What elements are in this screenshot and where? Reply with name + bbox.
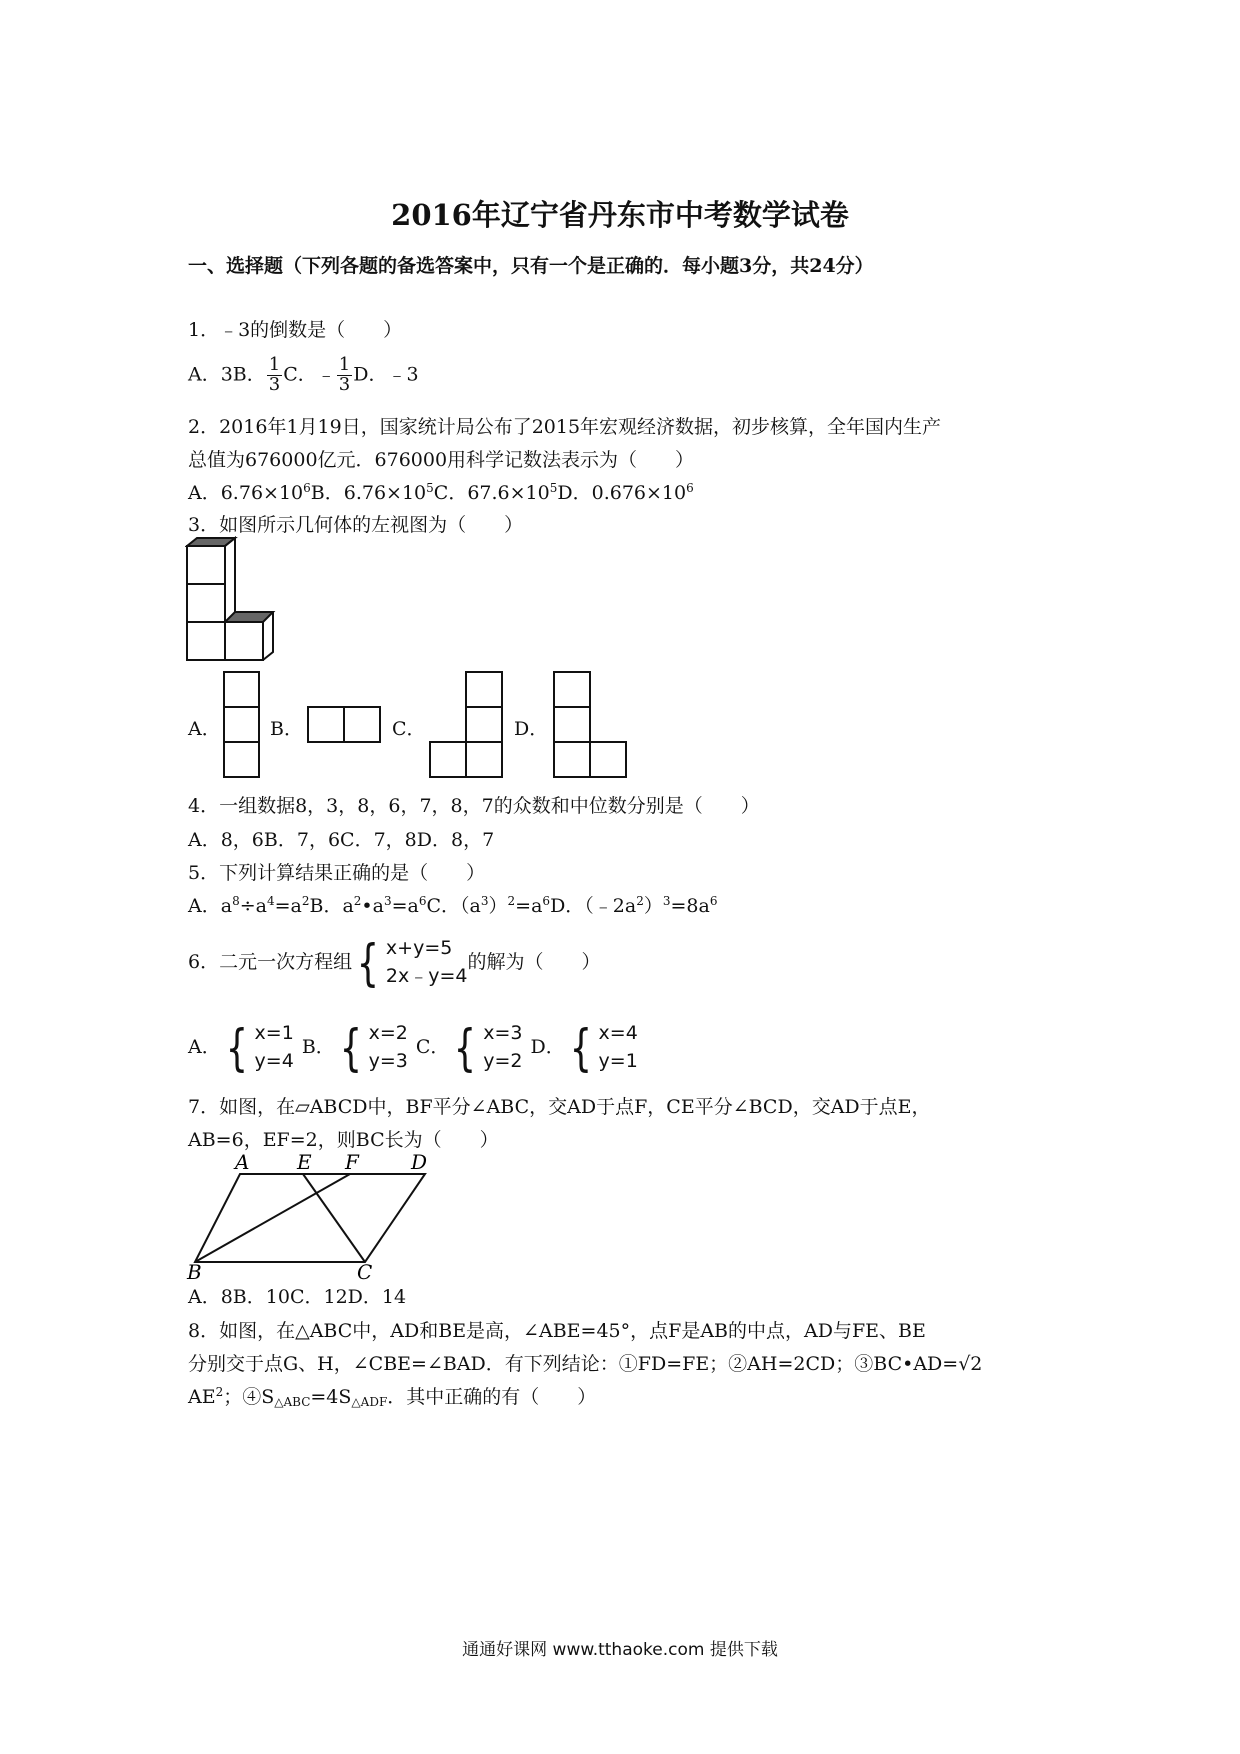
q3-option-d-figure — [552, 670, 632, 780]
question-1-options — [188, 356, 419, 395]
q3-label-a: A． — [188, 718, 221, 740]
question-5-options: A．$a^8\div a^4=a^2B$．$a^2•a^3=a^6C$．$(a^3)^2=a^6D$．$(﹣2a^2)^3=8a^6$ — [188, 894, 718, 917]
q1-option-ab: A．3B． — [188, 363, 266, 386]
question-8-line2: 分别交于点G、H，∠CBE=∠BAD．有下列结论：①FD=FE；②AH=2CD；③BC•AD=√2 — [188, 1353, 983, 1375]
q7-parallelogram-figure — [185, 1152, 440, 1282]
question-1-stem: 1．﹣3的倒数是（ ） — [188, 319, 403, 341]
question-2-line2: 总值为676000亿元．676000用科学记数法表示为（ ） — [188, 449, 695, 471]
q6-equation-system: { x+y=5 2x﹣y=4 — [356, 933, 468, 992]
q7-label-a: A — [235, 1152, 250, 1174]
question-8-line3: $AE^2$；$④S_{\triangle ABC}=4S_{\triangle ADF}$．其中正确的有（ ） — [188, 1385, 597, 1409]
q7-label-e: E — [297, 1152, 312, 1174]
q7-label-d: D — [411, 1152, 428, 1174]
q7-label-c: C — [357, 1260, 373, 1282]
section-heading: 一、选择题（下列各题的备选答案中，只有一个是正确的．每小题3分，共24分） — [188, 255, 874, 277]
q1-option-c: C．﹣ — [283, 363, 336, 386]
question-4-stem: 4．一组数据8，3，8，6，7，8，7的众数和中位数分别是（ ） — [188, 795, 760, 817]
question-6-stem: 6．二元一次方程组 { x+y=5 2x﹣y=4 的解为（ ） — [188, 933, 601, 992]
question-8-line1: 8．如图，在△ABC中，AD和BE是高，∠ABE=45°，点F是AB的中点，AD与FE、BE — [188, 1320, 926, 1342]
question-2-line1: 2．2016年1月19日，国家统计局公布了2015年宏观经济数据，初步核算，全年国内生产 — [188, 416, 942, 438]
question-5-stem: 5．下列计算结果正确的是（ ） — [188, 862, 486, 884]
q1-option-d: D．﹣3 — [353, 363, 419, 386]
footer-source: 通通好课网 www.tthaoke.com 提供下载 — [462, 1640, 778, 1660]
q3-option-a-figure — [222, 670, 262, 780]
q3-label-b: B． — [270, 718, 303, 740]
q3-option-c-figure — [428, 670, 508, 780]
q3-solid-figure — [185, 536, 280, 661]
q7-label-f: F — [345, 1152, 359, 1174]
question-3-stem: 3．如图所示几何体的左视图为（ ） — [188, 514, 524, 536]
question-7-line1: 7．如图，在▱ABCD中，BF平分∠ABC，交AD于点F，CE平分∠BCD，交AD于点E， — [188, 1096, 931, 1118]
question-6-options: A． { x=1 y=4 B． { x=2 y=3 C． { x=3 y=2 D． { x=4 y=1 — [188, 1018, 638, 1077]
q3-option-b-figure — [306, 705, 386, 745]
q3-label-c: C． — [392, 718, 426, 740]
question-7-options: A．8B．10C．12D．14 — [188, 1286, 407, 1308]
question-4-options: A．8，6B．7，6C．7，8D．8，7 — [188, 829, 495, 851]
q3-label-d: D． — [514, 718, 549, 740]
q7-label-b: B — [187, 1260, 202, 1282]
question-2-options: A．$6.76\times 10^6B$．$6.76\times 10^5C$．$67.6\times 10^5D$．$0.676\times 10^6$ — [188, 481, 694, 504]
q1-fraction-c: $\frac{1}{3}$ — [338, 354, 351, 395]
page-title: 2016年辽宁省丹东市中考数学试卷 — [391, 198, 849, 232]
q1-fraction-b: $\frac{1}{3}$ — [268, 354, 281, 395]
question-7-line2: AB=6，EF=2，则BC长为（ ） — [188, 1129, 499, 1151]
